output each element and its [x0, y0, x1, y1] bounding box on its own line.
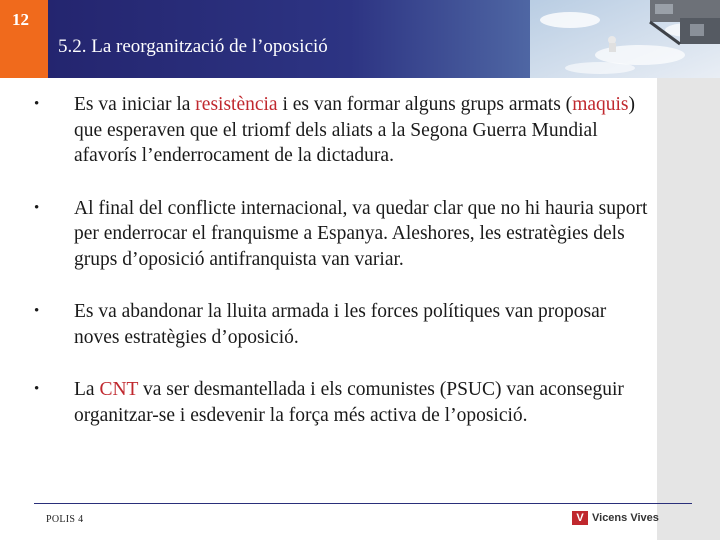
bullet-list	[34, 92, 654, 428]
bullet-marker: •	[34, 96, 40, 112]
bullet-marker: •	[34, 303, 40, 319]
bullet-item	[34, 377, 654, 428]
bullet-item	[34, 299, 654, 350]
bullet-text: La CNT va ser desmantellada i els comunistes (PSUC) van aconseguir organitzar-se i esdevenir la força més activa de l’oposició.	[74, 379, 624, 426]
publisher-name: Vicens Vives	[592, 512, 659, 524]
footer-divider	[34, 503, 692, 504]
bullet-marker: •	[34, 381, 40, 397]
right-side-panel	[657, 78, 720, 540]
bullet-item	[34, 196, 654, 273]
publisher-logo	[572, 511, 659, 525]
bullet-text: Al final del conflicte internacional, va quedar clar que no hi hauria suport per enderrocar el franquisme a Espanya. Aleshores, les estratègies dels grups d’oposició antifranquista van variar.	[74, 197, 648, 270]
bullet-item	[34, 92, 654, 169]
footer-book-label: POLIS 4	[46, 514, 84, 525]
bullet-text: Es va iniciar la resistència i es van formar alguns grups armats (maquis) que esperaven que el triomf dels aliats a la Segona Guerra Mundial afavorís l’enderrocament de la dictadura.	[74, 94, 636, 166]
slide-title: 5.2. La reorganització de l’oposició	[58, 36, 328, 57]
space-station-photo	[530, 0, 720, 78]
bullet-marker: •	[34, 199, 40, 216]
vicens-vives-logo-icon: V	[572, 511, 588, 525]
bullet-text: Es va abandonar la lluita armada i les forces polítiques van proposar noves estratègies d’oposició.	[74, 301, 607, 348]
page-number: 12	[0, 0, 48, 78]
slide-header	[48, 0, 720, 78]
